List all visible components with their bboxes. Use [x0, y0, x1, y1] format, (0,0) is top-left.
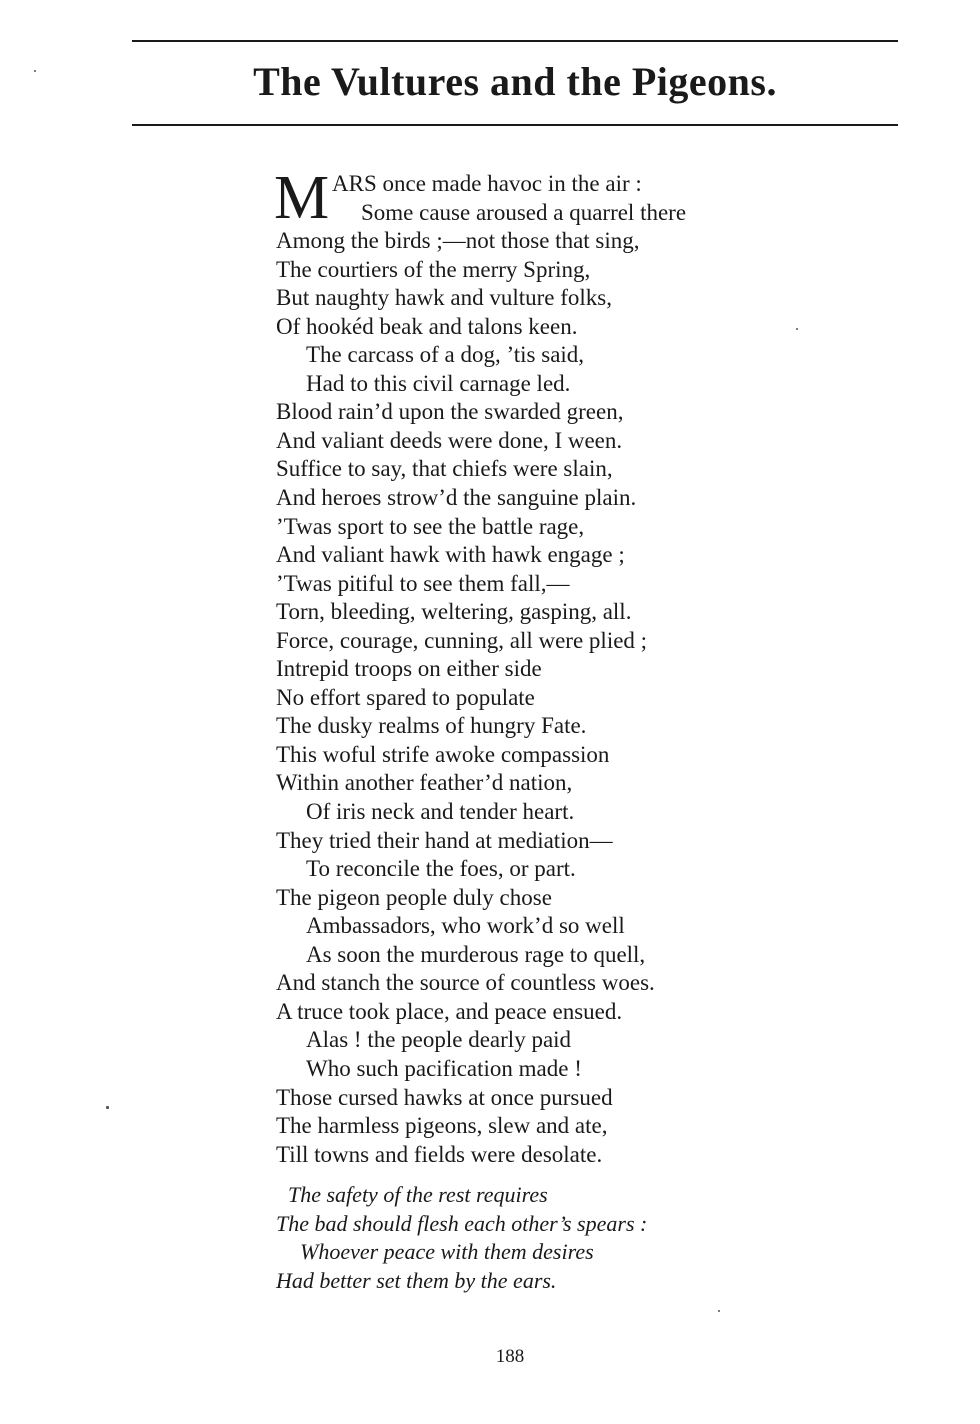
poem-line: Of hookéd beak and talons keen. — [276, 313, 578, 339]
poem-line: Blood rain’d upon the swarded green, — [276, 399, 624, 425]
poem-line: Force, courage, cunning, all were plied ; — [276, 627, 648, 653]
poem-line: Torn, bleeding, weltering, gasping, all. — [276, 599, 632, 625]
poem-line: Had to this civil carnage led. — [306, 370, 571, 396]
drop-cap: M — [274, 164, 330, 232]
poem-line: ARS once made havoc in the air : — [332, 171, 642, 196]
paper-speck — [106, 1106, 109, 1109]
paper-speck — [718, 1310, 720, 1312]
paper-speck — [34, 70, 36, 72]
poem-line: Those cursed hawks at once pursued — [276, 1084, 613, 1110]
moral-line: Had better set them by the ears. — [276, 1267, 557, 1293]
moral-line: The safety of the rest requires — [288, 1182, 548, 1208]
poem-line: Intrepid troops on either side — [276, 656, 542, 682]
poem-line: And heroes strow’d the sanguine plain. — [276, 485, 637, 511]
poem-line: They tried their hand at mediation— — [276, 827, 613, 853]
page-title: The Vultures and the Pigeons. — [253, 59, 777, 104]
poem-line: Of iris neck and tender heart. — [306, 799, 575, 825]
poem-line: Some cause aroused a quarrel there — [361, 199, 687, 225]
paper-speck — [796, 328, 798, 330]
top-rule — [132, 40, 898, 42]
poem-line: The dusky realms of hungry Fate. — [276, 713, 587, 739]
moral-stanza — [276, 1181, 776, 1295]
poem-body — [274, 164, 776, 1295]
poem-line: Who such pacification made ! — [306, 1055, 582, 1081]
poem-line: ’Twas sport to see the battle rage, — [276, 513, 585, 539]
poem-line: Till towns and fields were desolate. — [276, 1141, 603, 1167]
poem-line: Ambassadors, who work’d so well — [306, 913, 625, 939]
poem-line: No effort spared to populate — [276, 684, 535, 710]
poem-line: The harmless pigeons, slew and ate, — [276, 1113, 608, 1139]
poem-line: And valiant deeds were done, I ween. — [276, 427, 623, 453]
poem-line: And stanch the source of countless woes. — [276, 970, 655, 996]
poem-line: Alas ! the people dearly paid — [306, 1027, 572, 1053]
poem-line: Among the birds ;—not those that sing, — [276, 228, 640, 254]
poem-line: Within another feather’d nation, — [276, 770, 573, 796]
poem-line: But naughty hawk and vulture folks, — [276, 285, 613, 311]
poem-line: The pigeon people duly chose — [276, 884, 552, 910]
poem-line: This woful strife awoke compassion — [276, 741, 610, 767]
poem-line: Suffice to say, that chiefs were slain, — [276, 456, 613, 482]
page-number: 188 — [495, 1346, 525, 1367]
moral-line: Whoever peace with them desires — [300, 1239, 594, 1265]
poem-line: A truce took place, and peace ensued. — [276, 998, 623, 1024]
poem-line: And valiant hawk with hawk engage ; — [276, 542, 625, 568]
poem-line: The carcass of a dog, ’tis said, — [306, 342, 585, 368]
poem-line: ’Twas pitiful to see them fall,— — [276, 570, 570, 596]
moral-line: The bad should flesh each other’s spears : — [276, 1210, 648, 1236]
poem-line: As soon the murderous rage to quell, — [306, 941, 646, 967]
poem-line: The courtiers of the merry Spring, — [276, 256, 591, 282]
poem-line: To reconcile the foes, or part. — [306, 856, 576, 882]
bottom-rule — [132, 124, 898, 126]
